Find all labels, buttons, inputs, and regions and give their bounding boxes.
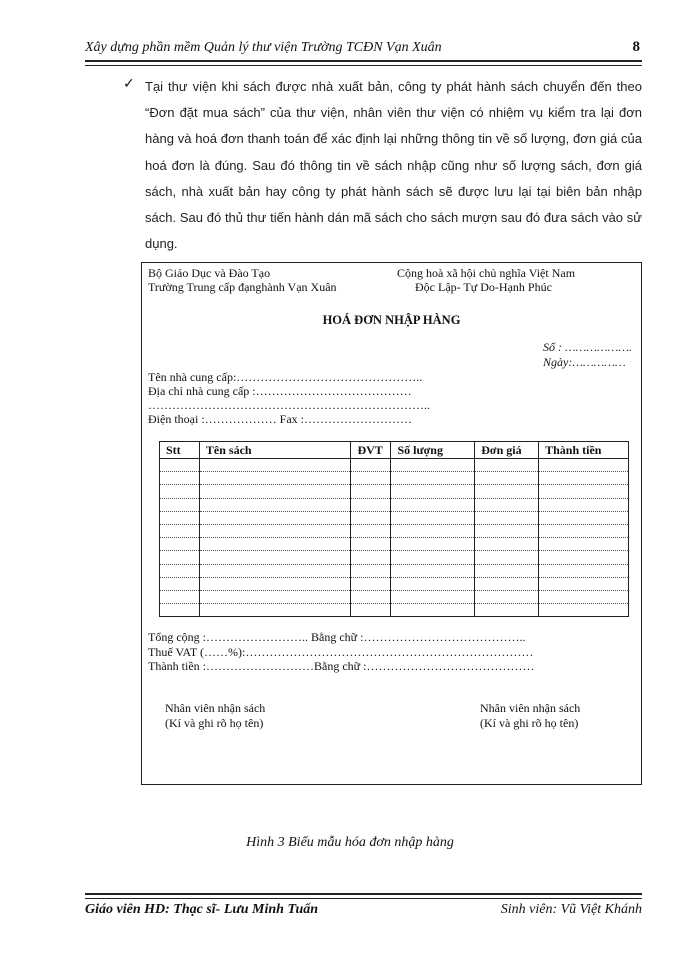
figure-caption: Hình 3 Biểu mẫu hóa đơn nhập hàng — [246, 835, 454, 850]
total-field: Tổng cộng :…………………….. Bằng chữ :………………………………….. — [148, 630, 526, 644]
address-cont-field: …………………………………………………………….. — [148, 398, 430, 412]
items-table — [159, 441, 629, 617]
table-header-row — [160, 442, 629, 459]
sign-left-title: Nhân viên nhận sách — [165, 701, 266, 715]
table-row — [160, 485, 629, 498]
page-number: 8 — [632, 39, 640, 55]
col-ten-sach: Tên sách — [199, 442, 351, 459]
table-row — [160, 472, 629, 485]
checkmark-icon: ✓ — [123, 76, 135, 92]
table-row — [160, 590, 629, 603]
table-row — [160, 498, 629, 511]
col-stt: Stt — [160, 442, 200, 459]
form-title: HOÁ ĐƠN NHẬP HÀNG — [322, 313, 461, 327]
org-line1: Bộ Giáo Dục và Đào Tạo — [148, 266, 271, 280]
col-thanh-tien: Thành tiền — [539, 442, 629, 459]
header-title: Xây dựng phần mềm Quản lý thư viện Trường TCĐN Vạn Xuân — [85, 40, 442, 55]
invoice-form — [141, 262, 642, 785]
table-row — [160, 511, 629, 524]
phone-fax-field: Điện thoại :……………… Fax :……………………… — [148, 412, 412, 426]
nation-line2: Độc Lập- Tự Do-Hạnh Phúc — [415, 280, 552, 294]
sign-right-title: Nhân viên nhận sách — [480, 701, 581, 715]
body-paragraph: Tại thư viện khi sách được nhà xuất bản, công ty phát hành sách chuyển đến theo “Đơn đặt mua sách” của thư viện, nhân viên thư viện có nhiệm vụ kiểm tra lại đơn hàng và hoá đơn thanh toán để xác định lại những thông tin về số lượng, đơn giá của hoá đơn là đúng. Sau đó thông tin về sách nhập cũng như số lượng sách, đơn giá sách, nhà xuất bản hay công ty phát hành sách sẽ được lưu lại tại biên bản nhập sách. Sau đó thủ thư tiến hành dán mã sách cho sách mượn sau đó đưa sách vào sử dụng. — [145, 79, 642, 252]
invoice-number: Số : ………………. — [543, 340, 633, 354]
vat-field: Thuế VAT (……%):……………………………………………………………… — [148, 645, 534, 659]
nation-line1: Cộng hoà xã hội chủ nghĩa Việt Nam — [397, 266, 576, 280]
header-divider — [85, 60, 642, 66]
col-don-gia: Đơn giá — [475, 442, 539, 459]
amount-field: Thành tiền :………………………Bằng chữ :…………………………………… — [148, 659, 535, 673]
table-row — [160, 459, 629, 472]
table-row — [160, 524, 629, 537]
table-row — [160, 604, 629, 617]
sign-right-note: (Kí và ghi rõ họ tên) — [480, 716, 579, 730]
footer-divider — [85, 893, 642, 899]
sign-left-note: (Kí và ghi rõ họ tên) — [165, 716, 264, 730]
col-so-luong: Số lượng — [391, 442, 475, 459]
col-dvt: ĐVT — [351, 442, 391, 459]
page-header — [85, 38, 640, 62]
invoice-date: Ngày:…………… — [543, 355, 626, 369]
footer-teacher: Giáo viên HD: Thạc sĩ- Lưu Minh Tuấn — [85, 902, 319, 917]
table-row — [160, 551, 629, 564]
table-row — [160, 564, 629, 577]
supplier-field: Tên nhà cung cấp:……………………………………….. — [148, 370, 423, 384]
footer-student: Sinh viên: Vũ Việt Khánh — [500, 902, 642, 917]
table-row — [160, 577, 629, 590]
org-line2: Trường Trung cấp đạnghành Vạn Xuân — [148, 280, 337, 294]
address-field: Địa chỉ nhà cung cấp :………………………………… — [148, 384, 412, 398]
table-row — [160, 538, 629, 551]
